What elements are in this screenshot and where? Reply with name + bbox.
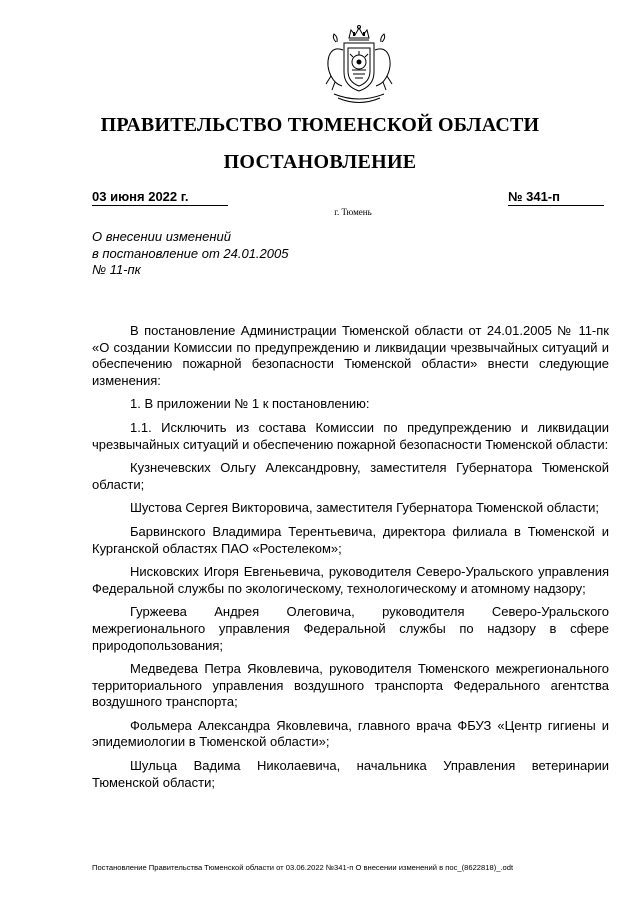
body-paragraph: Гуржеева Андрея Олеговича, руководителя Северо-Уральского межрегионального управления Федеральной службы по надзору в сфере природопользования; <box>92 604 609 653</box>
body-paragraph: Нисковских Игоря Евгеньевича, руководителя Северо-Уральского управления Федеральной службы по экологическому, технологическому и атомному надзору; <box>92 564 609 596</box>
body-paragraph: Шустова Сергея Викторовича, заместителя Губернатора Тюменской области; <box>130 500 599 516</box>
body-paragraph: 1. В приложении № 1 к постановлению: <box>130 396 370 412</box>
subject-line: в постановление от 24.01.2005 <box>92 245 289 261</box>
body-paragraph: В постановление Администрации Тюменской области от 24.01.2005 № 11-пк «О создании Комиссии по предупреждению и ликвидации чрезвычайных ситуаций и обеспечению пожарной безопасности Тюменской области» внести следующие изменения: <box>92 323 609 388</box>
government-title: ПРАВИТЕЛЬСТВО ТЮМЕНСКОЙ ОБЛАСТИ <box>100 114 540 136</box>
decree-number: № 341-п <box>508 189 604 206</box>
body-paragraph: 1.1. Исключить из состава Комиссии по предупреждению и ликвидации чрезвычайных ситуаций и обеспечению пожарной безопасности Тюменской области: <box>92 419 609 452</box>
coat-of-arms-icon <box>316 24 402 110</box>
body-paragraph: Барвинского Владимира Терентьевича, директора филиала в Тюменской и Курганской областях ПАО «Ростелеком»; <box>92 523 609 556</box>
issue-city: г. Тюмень <box>334 207 372 217</box>
decree-subject <box>92 229 352 279</box>
subject-line: О внесении изменений <box>92 229 231 244</box>
body-paragraph: Кузнечевских Ольгу Александровну, заместителя Губернатора Тюменской области; <box>92 460 609 492</box>
subject-line: № 11-пк <box>92 262 141 277</box>
body-paragraph: Медведева Петра Яковлевича, руководителя Тюменского межрегионального территориального управления воздушного транспорта Федерального агентства воздушного транспорта; <box>92 661 609 710</box>
document-type-title: ПОСТАНОВЛЕНИЕ <box>223 151 417 173</box>
page-footer: Постановление Правительства Тюменской области от 03.06.2022 №341-п О внесении изменений в пос_(8622818)_.odt <box>92 863 514 872</box>
body-paragraph: Фольмера Александра Яковлевича, главного врача ФБУЗ «Центр гигиены и эпидемиологии в Тюменской области»; <box>92 717 609 750</box>
decree-body <box>92 323 609 798</box>
decree-date: 03 июня 2022 г. <box>92 189 228 206</box>
body-paragraph: Шульца Вадима Николаевича, начальника Управления ветеринарии Тюменской области; <box>92 758 609 790</box>
